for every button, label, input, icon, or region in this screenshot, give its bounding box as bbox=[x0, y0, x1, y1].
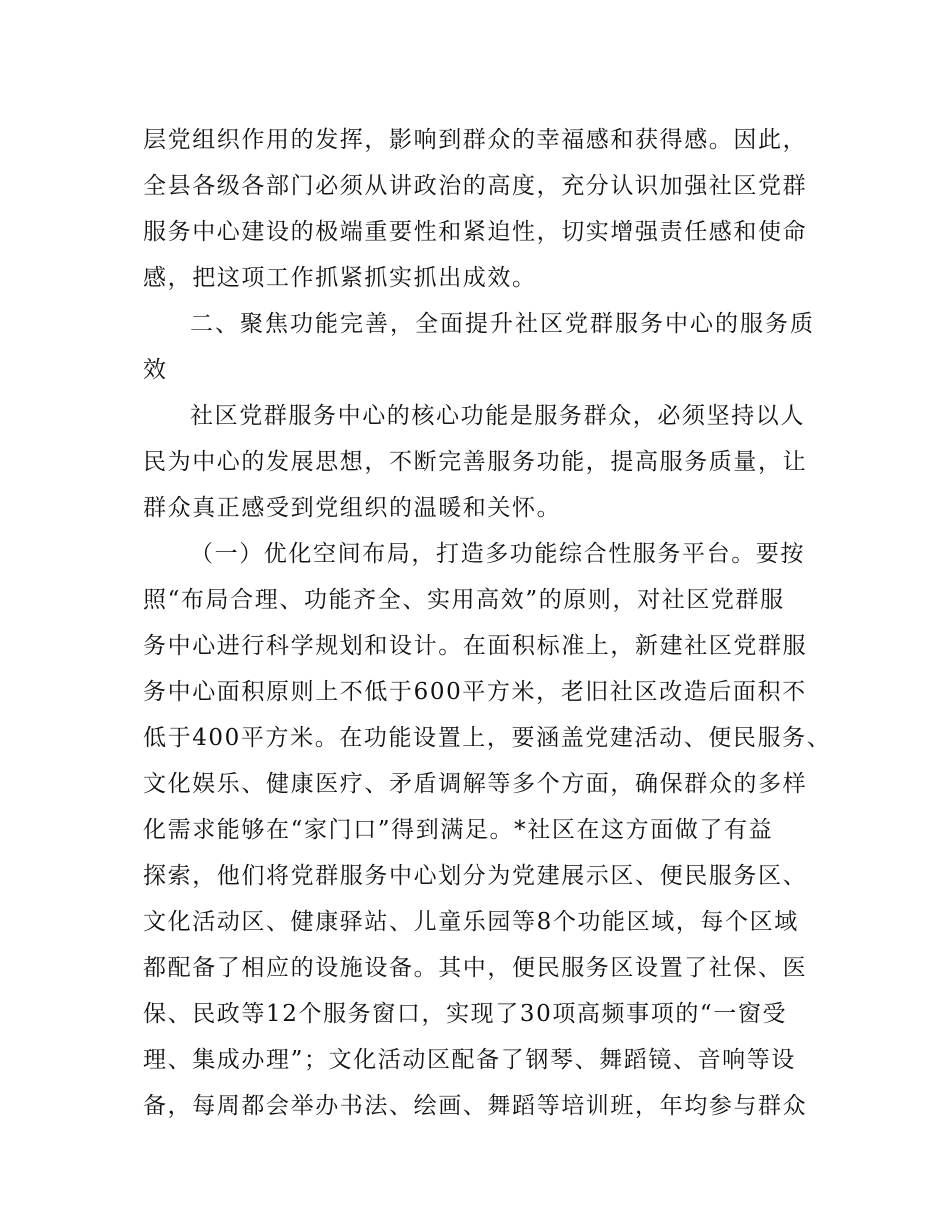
body-text-line: 低于400平方米。在功能设置上，要涵盖党建活动、便民服务、 bbox=[143, 725, 832, 751]
body-text-line: 群众真正感受到党组织的温暖和关怀。 bbox=[143, 495, 562, 521]
body-text-line: 保、民政等12个服务窗口，实现了30项高频事项的“一窗受 bbox=[143, 1001, 788, 1027]
body-text-line: 备，每周都会举办书法、绘画、舞蹈等培训班，年均参与群众 bbox=[143, 1093, 808, 1119]
body-text-line: 务中心进行科学规划和设计。在面积标准上，新建社区党群服 bbox=[143, 633, 808, 659]
body-text-line: 民为中心的发展思想，不断完善服务功能，提高服务质量，让 bbox=[143, 449, 808, 475]
body-text-line: 全县各级各部门必须从讲政治的高度，充分认识加强社区党群 bbox=[143, 173, 808, 199]
section-heading-continuation: 效 bbox=[143, 357, 168, 383]
body-text-line: 层党组织作用的发挥，影响到群众的幸福感和获得感。因此， bbox=[143, 127, 808, 153]
section-heading: 二、聚焦功能完善，全面提升社区党群服务中心的服务质 bbox=[190, 311, 815, 337]
body-text-line: 务中心面积原则上不低于600平方米，老旧社区改造后面积不 bbox=[143, 679, 807, 705]
body-text-line: 照“布局合理、功能齐全、实用高效”的原则，对社区党群服 bbox=[143, 587, 785, 613]
body-text-line: 化需求能够在“家门口”得到满足。*社区在这方面做了有益 bbox=[143, 817, 774, 843]
body-text-line: 服务中心建设的极端重要性和紧迫性，切实增强责任感和使命 bbox=[143, 219, 808, 245]
body-text-line: 理、集成办理”；文化活动区配备了钢琴、舞蹈镜、音响等设 bbox=[143, 1047, 796, 1073]
body-text-line: 文化娱乐、健康医疗、矛盾调解等多个方面，确保群众的多样 bbox=[143, 771, 808, 797]
body-text-line: 感，把这项工作抓紧抓实抓出成效。 bbox=[143, 265, 537, 291]
body-text-line: 都配备了相应的设施设备。其中，便民服务区设置了社保、医 bbox=[143, 955, 808, 981]
subsection-heading-line: （一）优化空间布局，打造多功能综合性服务平台。要按 bbox=[190, 541, 805, 567]
body-text-line: 探索，他们将党群服务中心划分为党建展示区、便民服务区、 bbox=[143, 863, 808, 889]
body-text-line: 社区党群服务中心的核心功能是服务群众，必须坚持以人 bbox=[190, 403, 805, 429]
body-text-line: 文化活动区、健康驿站、儿童乐园等8个功能区域，每个区域 bbox=[143, 909, 799, 935]
